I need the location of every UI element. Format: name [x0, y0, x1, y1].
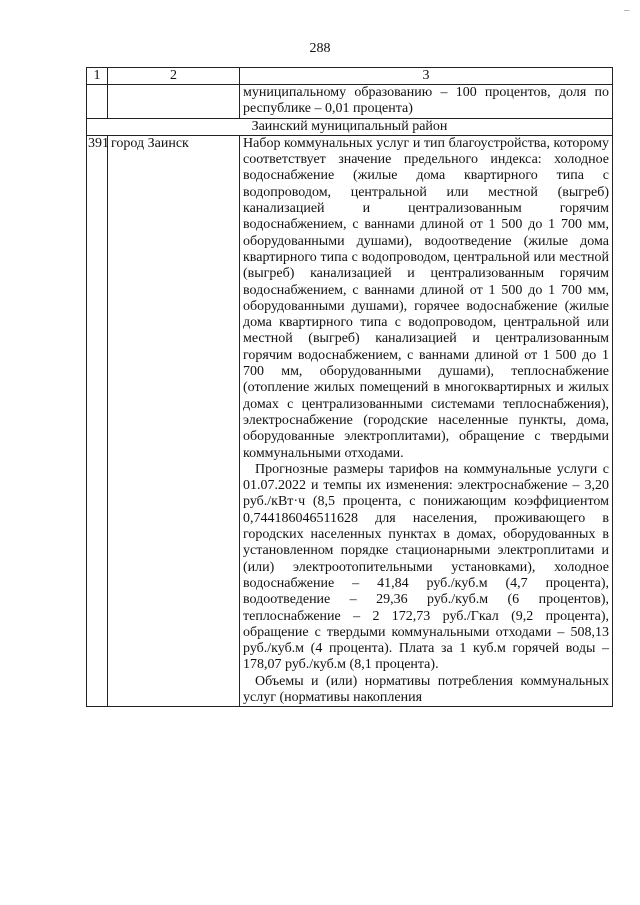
tariff-table	[86, 67, 613, 707]
header-col-1: 1	[87, 68, 108, 85]
row-number: 391	[87, 135, 108, 706]
row-name: город Заинск	[108, 135, 240, 706]
paragraph-volumes: Объемы и (или) нормативы потребления коммунальных услуг (нормативы накопления	[243, 673, 609, 705]
paragraph-tariffs: Прогнозные размеры тарифов на коммунальные услуги с 01.07.2022 и темпы их изменения: электроснабжение – 3,20 руб./кВт·ч (8,5 процента, с понижающим коэффициентом 0,744186046511628 для населения, проживающего в городских населенных пунктах в домах, оборудованных в установленном порядке стационарными электроплитами и (или) электроотопительными установками), холодное водоснабжение – 41,84 руб./куб.м (4,7 процента), водоотведение – 29,36 руб./куб.м (6 процентов), теплоснабжение – 2 172,73 руб./Гкал (9,2 процента), обращение с твердыми коммунальными отходами – 508,13 руб./куб.м (4 процента). Плата за 1 куб.м горячей воды – 178,07 руб./куб.м (8,1 процента).	[243, 461, 609, 673]
header-col-2: 2	[108, 68, 240, 85]
continuation-row	[87, 85, 613, 119]
section-title: Заинский муниципальный район	[87, 118, 613, 135]
corner-mark: –	[624, 4, 630, 16]
table-row	[87, 135, 613, 706]
table-header-row	[87, 68, 613, 85]
paragraph-amenities: Набор коммунальных услуг и тип благоустройства, которому соответствует значение предельного индекса: холодное водоснабжение (жилые дома квартирного типа с водопроводом, центральной или местной (выгреб) канализацией и централизованным горячим водоснабжением, с ваннами длиной от 1 500 до 1 700 мм, оборудованными душами), водоотведение (жилые дома квартирного типа с водопроводом, центральной или местной (выгреб) канализацией и централизованным горячим водоснабжением, с ваннами длиной от 1 500 до 1 700 мм, оборудованными душами), горячее водоснабжение (жилые дома квартирного типа с водопроводом, центральной или местной (выгреб) канализацией и централизованным горячим водоснабжением, с ваннами длиной от 1 500 до 1 700 мм, оборудованными душами), теплоснабжение (отопление жилых помещений в многоквартирных и жилых домах с централизованными системами теплоснабжения), электроснабжение (городские населенные пункты, дома, оборудованные электроплитами), обращение с твердыми коммунальными отходами.	[243, 135, 609, 461]
section-row	[87, 118, 613, 135]
header-col-3: 3	[240, 68, 613, 85]
row-description	[240, 135, 613, 706]
continuation-text: муниципальному образованию – 100 процентов, доля по республике – 0,01 процента)	[240, 85, 613, 119]
page-number: 288	[309, 41, 331, 56]
